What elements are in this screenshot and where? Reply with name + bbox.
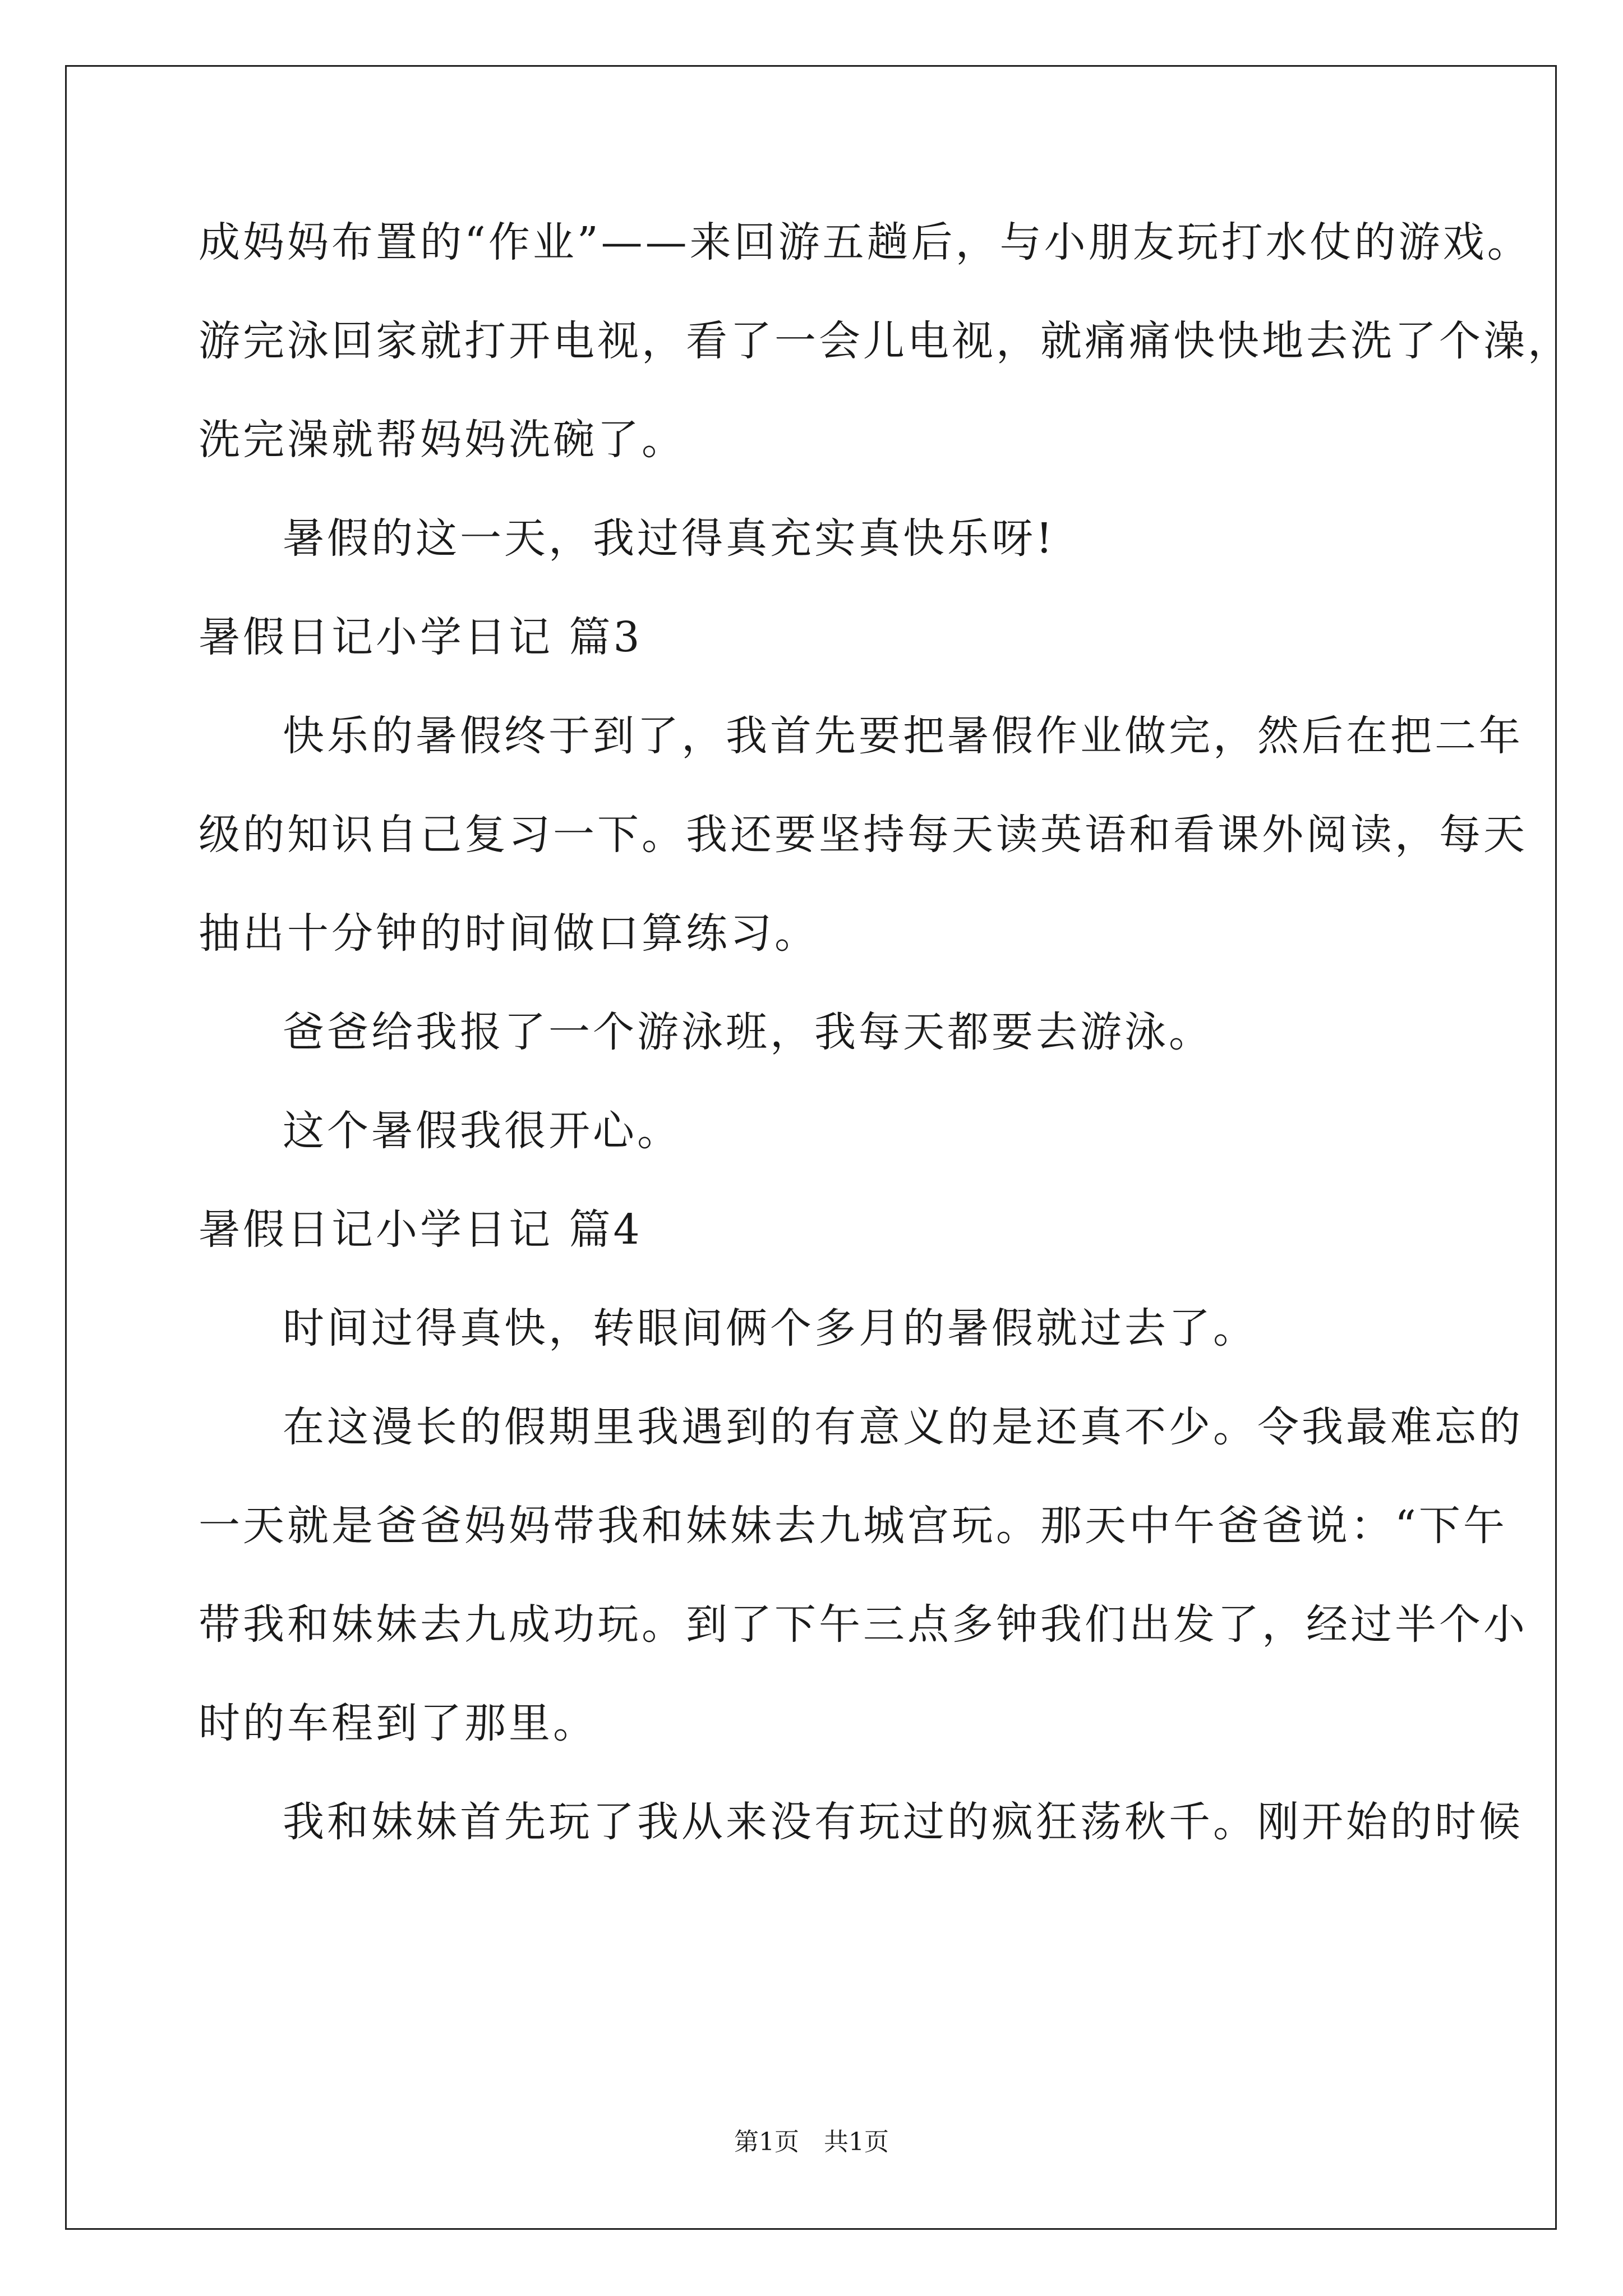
text-line: 时间过得真快，转眼间俩个多月的暑假就过去了。 xyxy=(283,1304,1257,1352)
text-line: 抽出十分钟的时间做口算练习。 xyxy=(199,909,819,958)
text-line: 洗完澡就帮妈妈洗碗了。 xyxy=(199,416,686,464)
page-footer: 第1页 共1页 xyxy=(734,2128,889,2156)
text-line: 我和妹妹首先玩了我从来没有玩过的疯狂荡秋千。刚开始的时候 xyxy=(283,1798,1523,1846)
section-heading: 暑假日记小学日记 篇3 xyxy=(199,613,643,661)
text-line: 在这漫长的假期里我遇到的有意义的是还真不少。令我最难忘的 xyxy=(283,1403,1523,1451)
text-line: 爸爸给我报了一个游泳班，我每天都要去游泳。 xyxy=(283,1008,1213,1056)
text-line: 快乐的暑假终于到了，我首先要把暑假作业做完，然后在把二年 xyxy=(283,712,1523,760)
section-heading: 暑假日记小学日记 篇4 xyxy=(199,1205,643,1254)
text-line: 暑假的这一天，我过得真充实真快乐呀! xyxy=(283,514,1055,563)
text-line: 成妈妈布置的“作业”——来回游五趟后，与小朋友玩打水仗的游戏。 xyxy=(199,218,1532,266)
text-line: 一天就是爸爸妈妈带我和妹妹去九城宫玩。那天中午爸爸说：“下午 xyxy=(199,1502,1507,1550)
text-line: 时的车程到了那里。 xyxy=(199,1699,597,1747)
text-line: 级的知识自己复习一下。我还要坚持每天读英语和看课外阅读，每天 xyxy=(199,811,1528,859)
text-line: 带我和妹妹去九成功玩。到了下午三点多钟我们出发了，经过半个小 xyxy=(199,1600,1528,1649)
text-line: 这个暑假我很开心。 xyxy=(283,1107,681,1155)
text-line: 游完泳回家就打开电视，看了一会儿电视，就痛痛快快地去洗了个澡， xyxy=(199,317,1572,365)
